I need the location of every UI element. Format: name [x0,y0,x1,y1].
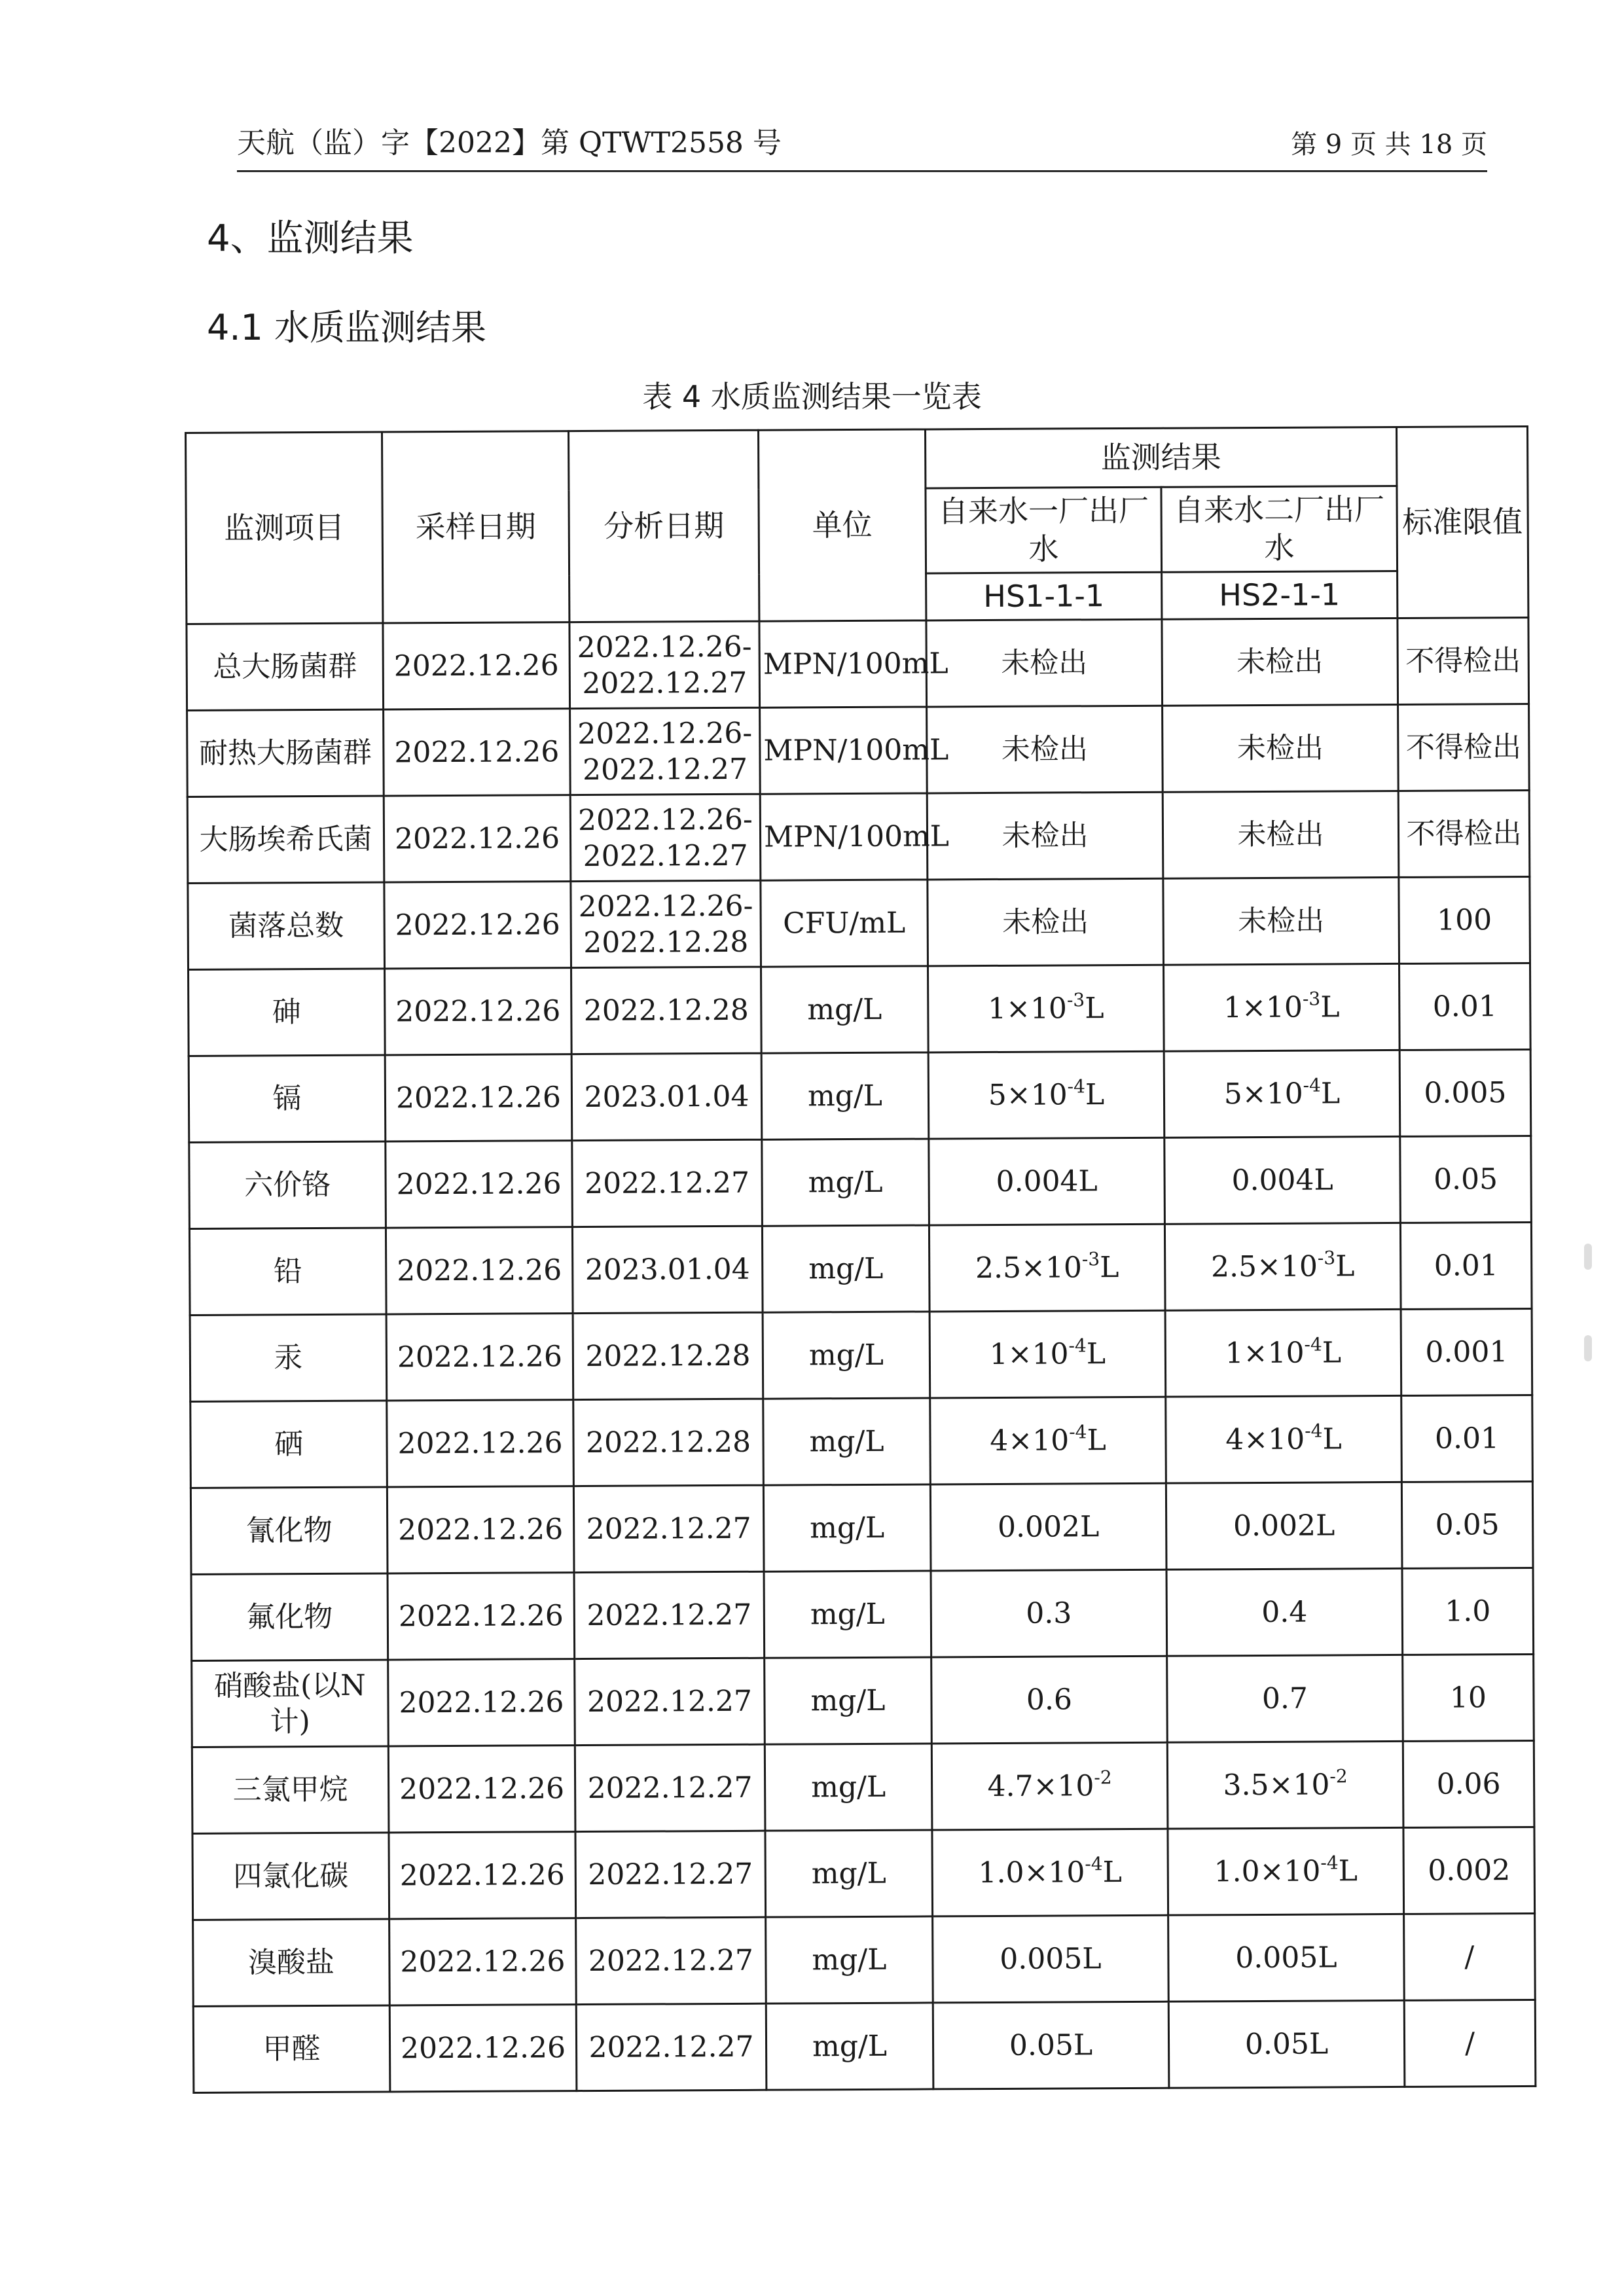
cell-standard: 0.05 [1400,1136,1532,1223]
cell-item: 溴酸盐 [193,1919,390,2006]
table-row [189,1136,1532,1229]
cell-sample-date: 2022.12.26 [384,882,571,969]
table-row [187,617,1529,710]
cell-unit: mg/L [765,1830,933,1917]
table-row [192,1740,1534,1833]
cell-sample-date: 2022.12.26 [386,1227,573,1314]
cell-sample-date: 2022.12.26 [385,1054,572,1141]
cell-sample-date: 2022.12.26 [384,795,571,882]
cell-standard: 不得检出 [1398,617,1529,704]
cell-sample-date: 2022.12.26 [385,968,572,1055]
cell-unit: mg/L [765,1744,932,1831]
cell-result-plant-2: 未检出 [1163,877,1399,965]
table-row [190,1395,1533,1488]
cell-unit: MPN/100mL [760,707,928,794]
cell-sample-date: 2022.12.26 [389,2005,577,2092]
cell-item: 总大肠菌群 [187,623,384,710]
cell-unit: MPN/100mL [760,793,928,880]
cell-unit: mg/L [764,1571,931,1658]
cell-unit: mg/L [766,1916,933,2003]
cell-result-plant-1: 未检出 [927,706,1163,793]
cell-analysis-date: 2022.12.27 [575,1831,766,1918]
cell-result-plant-1: $4\times 10^{-4}L$ [930,1397,1166,1484]
cell-standard: 0.05 [1401,1481,1533,1568]
cell-standard: 0.01 [1401,1395,1533,1482]
cell-item: 汞 [190,1314,387,1401]
cell-result-plant-1: 未检出 [928,878,1164,966]
header-unit: 单位 [758,429,926,621]
cell-sample-date: 2022.12.26 [387,1400,574,1487]
table-row [189,1222,1532,1315]
cell-result-plant-1: 0.3 [931,1570,1167,1657]
cell-result-plant-2: 0.002L [1166,1482,1402,1570]
cell-analysis-date: 2022.12.26-2022.12.27 [570,794,761,881]
cell-result-plant-1: $1\times 10^{-4}L$ [929,1310,1166,1398]
cell-result-plant-2: $4\times 10^{-4}L$ [1166,1395,1402,1483]
cell-result-plant-2: $1.0\times 10^{-4}L$ [1168,1827,1404,1915]
cell-analysis-date: 2022.12.27 [576,2003,767,2090]
cell-result-plant-2: 0.4 [1166,1568,1403,1656]
scan-mark [1584,1335,1592,1361]
cell-item: 菌落总数 [188,882,385,969]
table-row [189,963,1531,1056]
table-row [192,1827,1535,1920]
cell-item: 大肠埃希氏菌 [187,796,384,883]
cell-sample-date: 2022.12.26 [388,1746,575,1833]
cell-analysis-date: 2022.12.27 [575,1744,765,1831]
cell-result-plant-2: 未检出 [1163,791,1399,878]
cell-unit: mg/L [761,1052,929,1139]
table-row [188,876,1530,969]
cell-unit: mg/L [762,1139,929,1226]
cell-analysis-date: 2022.12.27 [574,1571,765,1659]
cell-analysis-date: 2022.12.27 [575,1658,765,1745]
cell-standard: 1.0 [1402,1568,1534,1655]
cell-unit: mg/L [763,1484,931,1571]
cell-unit: mg/L [763,1312,930,1399]
cell-sample-date: 2022.12.26 [387,1486,574,1573]
cell-result-plant-2: $1\times 10^{-4}L$ [1165,1309,1401,1397]
cell-standard: 不得检出 [1398,790,1530,877]
header-code-1: HS1-1-1 [926,572,1162,620]
cell-item: 甲醛 [193,2005,390,2092]
table-row [190,1481,1533,1574]
cell-result-plant-1: 0.05L [933,2001,1169,2089]
cell-analysis-date: 2023.01.04 [572,1226,763,1313]
cell-standard: 100 [1399,876,1530,963]
cell-standard: 0.06 [1403,1740,1534,1827]
cell-analysis-date: 2022.12.27 [573,1485,764,1572]
header-sample-date: 采样日期 [382,431,569,623]
cell-item: 砷 [189,969,386,1056]
cell-result-plant-1: 未检出 [926,619,1163,707]
cell-item: 铅 [189,1228,386,1315]
cell-result-plant-2: 0.05L [1168,2000,1405,2088]
cell-sample-date: 2022.12.26 [389,1832,576,1919]
cell-result-plant-1: $1\times 10^{-3}L$ [928,965,1164,1052]
subsection-title: 4.1 水质监测结果 [207,307,487,348]
cell-result-plant-1: 0.6 [931,1656,1168,1744]
cell-sample-date: 2022.12.26 [388,1659,575,1746]
cell-item: 硝酸盐(以N计) [192,1660,389,1747]
section-title: 4、监测结果 [207,217,414,260]
document-number: 天航（监）字【2022】第 QTWT2558 号 [237,126,782,160]
cell-result-plant-2: $1\times 10^{-3}L$ [1163,963,1399,1051]
cell-item: 镉 [189,1055,386,1142]
cell-item: 硒 [190,1401,388,1488]
results-table [185,425,1536,2094]
cell-result-plant-1: 0.004L [929,1138,1165,1225]
cell-analysis-date: 2022.12.28 [573,1399,764,1486]
cell-result-plant-2: 0.7 [1167,1655,1403,1742]
cell-result-plant-2: 未检出 [1162,618,1398,706]
header-analysis-date: 分析日期 [569,430,759,622]
table-row [191,1568,1534,1660]
cell-standard: / [1404,1913,1536,2000]
header-code-2: HS2-1-1 [1162,571,1398,619]
cell-sample-date: 2022.12.26 [389,1918,577,2005]
cell-analysis-date: 2022.12.26-2022.12.27 [570,708,761,795]
cell-analysis-date: 2022.12.28 [573,1312,763,1399]
cell-sample-date: 2022.12.26 [388,1573,575,1660]
table-row [187,790,1530,883]
cell-sample-date: 2022.12.26 [386,1141,573,1228]
cell-result-plant-1: $2.5\times 10^{-3}L$ [929,1224,1165,1312]
results-body [187,617,1536,2092]
page-number: 第 9 页 共 18 页 [1291,130,1487,160]
table-row [193,2000,1536,2092]
cell-result-plant-1: $4.7\times 10^{-2}$ [931,1742,1168,1830]
table-caption: 表 4 水质监测结果一览表 [642,379,982,414]
cell-item: 六价铬 [189,1141,386,1229]
cell-sample-date: 2022.12.26 [386,1314,573,1401]
header-item: 监测项目 [186,432,383,624]
cell-sample-date: 2022.12.26 [384,709,571,796]
cell-analysis-date: 2022.12.28 [571,967,762,1054]
cell-standard: 0.005 [1399,1049,1531,1136]
cell-result-plant-1: 未检出 [927,792,1163,880]
page-header [237,117,1487,172]
cell-analysis-date: 2022.12.26-2022.12.27 [569,621,760,708]
cell-standard: 不得检出 [1398,704,1530,791]
cell-analysis-date: 2022.12.27 [572,1139,763,1227]
cell-analysis-date: 2023.01.04 [571,1053,762,1140]
cell-unit: mg/L [766,2003,933,2090]
cell-result-plant-2: $3.5\times 10^{-2}$ [1167,1741,1403,1829]
cell-unit: MPN/100mL [759,620,927,708]
cell-analysis-date: 2022.12.27 [576,1917,767,2004]
cell-standard: / [1404,2000,1536,2087]
table-row [189,1049,1531,1142]
cell-result-plant-2: 0.004L [1164,1136,1401,1224]
header-plant-1: 自来水一厂出厂水 [926,487,1162,573]
table-row [192,1654,1534,1747]
cell-result-plant-1: 0.005L [933,1915,1169,2003]
cell-unit: mg/L [761,966,929,1053]
header-plant-2: 自来水二厂出厂水 [1161,486,1398,572]
cell-unit: mg/L [765,1657,932,1744]
cell-item: 四氯化碳 [192,1833,389,1920]
cell-analysis-date: 2022.12.26-2022.12.28 [571,880,761,967]
cell-item: 耐热大肠菌群 [187,709,384,797]
cell-standard: 10 [1403,1654,1534,1741]
cell-result-plant-1: $5\times 10^{-4}L$ [928,1051,1164,1139]
cell-item: 氰化物 [190,1487,388,1574]
cell-result-plant-2: 未检出 [1163,704,1399,792]
cell-standard: 0.002 [1403,1827,1535,1914]
cell-unit: mg/L [763,1398,931,1485]
cell-unit: mg/L [762,1225,929,1312]
cell-sample-date: 2022.12.26 [383,622,570,709]
cell-standard: 0.001 [1401,1308,1532,1395]
cell-standard: 0.01 [1400,1222,1532,1309]
cell-item: 氟化物 [191,1573,388,1660]
table-row [187,704,1530,797]
header-results: 监测结果 [925,427,1396,488]
cell-standard: 0.01 [1399,963,1530,1050]
cell-result-plant-2: $5\times 10^{-4}L$ [1164,1050,1400,1138]
header-standard: 标准限值 [1396,426,1528,618]
cell-result-plant-1: $1.0\times 10^{-4}L$ [932,1829,1168,1916]
scan-mark [1584,1244,1592,1270]
table-row [193,1913,1536,2006]
table-row [190,1308,1532,1401]
cell-unit: CFU/mL [761,880,928,967]
cell-result-plant-2: $2.5\times 10^{-3}L$ [1164,1223,1401,1310]
cell-result-plant-2: 0.005L [1168,1914,1405,2001]
cell-item: 三氯甲烷 [192,1746,389,1833]
cell-result-plant-1: 0.002L [930,1483,1166,1571]
